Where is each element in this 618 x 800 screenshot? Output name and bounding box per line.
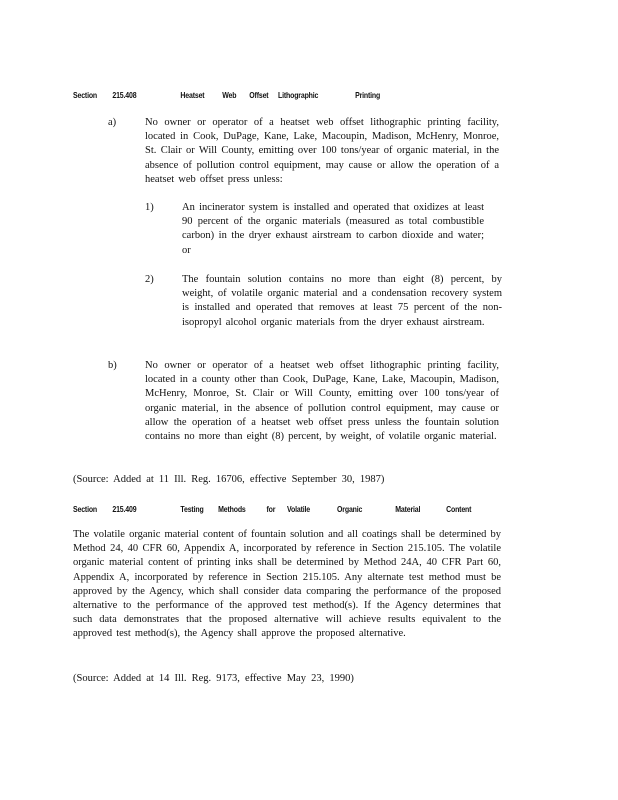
item-2-text: The fountain solution contains no more than eight (8) percent, by weight, of volatile organic material and a condensation recovery system is installed and operated that removes at least 75 percent of the non-isopropyl alcohol organic materials from the dryer exhaust airstream.: [182, 274, 502, 328]
section-title-word: for: [266, 504, 276, 514]
section-title-word: Web: [222, 90, 237, 100]
section-215-409-text: The volatile organic material content of fountain solution and all coatings shall be determined by Method 24, 40 CFR 60, Appendix A, incorporated by reference in Section 215.105. The volatile organic material content of printing inks shall be determined by Method 24A, 40 CFR Part 60, Appendix A, incorporated by reference in Section 215.105. Any alternate test method must be approved by the Agency, which shall consider data comparing the performance of the proposed alternative to the performance of the approved test method(s). If the Agency determines that such data demonstrates that the proposed alternative will achieve results equivalent to the approved test method(s), the Agency shall approve the proposed alternative.: [73, 529, 501, 640]
source-note-215-409: (Source: Added at 14 Ill. Reg. 9173, effective May 23, 1990): [73, 673, 354, 684]
section-title-word: Lithographic: [278, 90, 319, 100]
section-215-409-heading: [73, 504, 472, 518]
section-title-word: Organic: [337, 504, 363, 514]
section-label: Section: [73, 504, 98, 514]
section-title-word: Methods: [218, 504, 246, 514]
section-label: Section: [73, 90, 98, 100]
section-title-word: Testing: [180, 504, 204, 514]
item-2-marker: 2): [145, 274, 154, 285]
subsection-a-text: No owner or operator of a heatset web offset lithographic printing facility, located in Cook, DuPage, Kane, Lake, Macoupin, Madison, McHenry, Monroe, St. Clair or Will County, emitting over 100 tons/year of organic material, in the absence of pollution control equipment, may cause or allow the operation of a heatset web offset press unless:: [145, 117, 499, 185]
section-215-408-heading: [73, 90, 450, 104]
subsection-b-text: No owner or operator of a heatset web offset lithographic printing facility, located in a county other than Cook, DuPage, Kane, Lake, Macoupin, Madison, McHenry, Monroe, St. Clair or Will County, emitting over 100 tons/year of organic material, in the absence of pollution control equipment, may cause or allow the operation of a heatset web offset press unless the fountain solution contains no more than eight (8) percent, by weight, of volatile organic material.: [145, 360, 499, 443]
section-title-word: Offset: [249, 90, 269, 100]
section-title-word: Printing: [355, 90, 381, 100]
section-title-word: Heatset: [180, 90, 205, 100]
section-title-word: Material: [395, 504, 421, 514]
section-number: 215.409: [112, 504, 137, 514]
section-number: 215.408: [112, 90, 137, 100]
source-note-215-408: (Source: Added at 11 Ill. Reg. 16706, effective September 30, 1987): [73, 474, 385, 485]
item-1-text: An incinerator system is installed and operated that oxidizes at least 90 percent of the organic materials (measured as total combustible carbon) in the dryer exhaust airstream to carbon dioxide and water; or: [182, 202, 484, 256]
item-1-marker: 1): [145, 202, 154, 213]
subsection-a-marker: a): [108, 117, 117, 128]
section-title-word: Content: [446, 504, 472, 514]
subsection-b-marker: b): [108, 360, 117, 371]
section-title-word: Volatile: [287, 504, 310, 514]
